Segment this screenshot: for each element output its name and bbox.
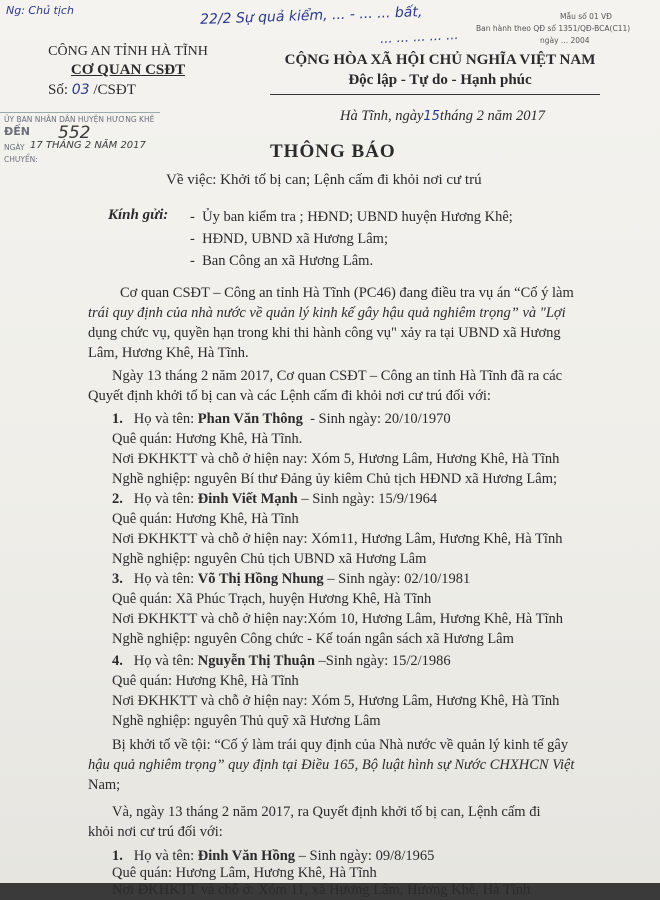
person-2-num: 2.	[112, 491, 123, 507]
handwritten-note-line2: ... ... ... ... ...	[379, 27, 459, 48]
person-4-birth: –Sinh ngày: 15/2/1986	[318, 653, 451, 669]
document-date	[340, 108, 545, 125]
nation-motto: Độc lập - Tự do - Hạnh phúc	[348, 72, 532, 88]
person-4-num: 4.	[112, 653, 123, 669]
received-stamp	[0, 112, 160, 173]
recipient-2-text: HĐND, UBND xã Hương Lâm;	[202, 231, 388, 247]
person-3-name-line	[112, 569, 470, 589]
recipients-label: Kính gửi:	[108, 207, 169, 223]
recipient-3-text: Ban Công an xã Hương Lâm.	[202, 253, 374, 269]
org-line2: CƠ QUAN CSĐT	[70, 62, 186, 78]
document-subject: Về việc: Khởi tố bị can; Lệnh cấm đi khỏi nơi cư trú	[166, 172, 482, 188]
stamp-date-value: 17 THÁNG 2 NĂM 2017	[30, 140, 146, 151]
doc-number	[48, 82, 136, 99]
person-4-hometown: Quê quán: Hương Khê, Hà Tĩnh	[112, 673, 299, 689]
form-code-line3: ngày ... 2004	[540, 36, 590, 45]
person-1-num: 1.	[112, 411, 123, 427]
person-4-name-label: Họ và tên:	[133, 653, 195, 669]
charge-line1	[112, 735, 568, 755]
stamp-date-label: NGÀY	[4, 143, 25, 152]
doc-number-value: 03	[71, 82, 90, 98]
charge-line1-text: Bị khởi tố về tội: “Cố ý làm trái quy định của Nhà nước về quản lý kinh tế gây	[112, 737, 569, 753]
person-3-job: Nghề nghiệp: nguyên Công chức - Kế toán ngân sách xã Hương Lâm	[112, 631, 514, 647]
org-line1: CÔNG AN TỈNH HÀ TĨNH	[48, 44, 208, 59]
person-1-name-label: Họ và tên:	[133, 411, 195, 427]
person-3-hometown: Quê quán: Xã Phúc Trạch, huyện Hương Khê, Hà Tĩnh	[112, 591, 432, 607]
stamp-number: 552	[58, 123, 91, 143]
person-2-job: Nghề nghiệp: nguyên Chủ tịch UBND xã Hương Lâm	[112, 551, 427, 567]
doc-number-suffix: /CSĐT	[93, 82, 136, 98]
date-prefix: Hà Tĩnh, ngày	[340, 108, 424, 124]
recipient-3: - Ban Công an xã Hương Lâm.	[190, 253, 374, 269]
recipient-2: - HĐND, UBND xã Hương Lâm;	[190, 231, 388, 247]
person-5-name: Đinh Văn Hồng	[197, 848, 296, 864]
person-2-name-label: Họ và tên:	[133, 491, 195, 507]
person-3-name-label: Họ và tên:	[133, 571, 195, 587]
person-2-name: Đinh Viết Mạnh	[197, 491, 298, 507]
person-5-num: 1.	[112, 848, 123, 864]
person-3-residence: Nơi ĐKHKTT và chỗ ở hiện nay:Xóm 10, Hương Lâm, Hương Khê, Hà Tĩnh	[112, 611, 563, 627]
handwritten-note-recipient: Ng: Chủ tịch	[6, 4, 74, 17]
para3-line2: khỏi nơi cư trú đối với:	[88, 824, 223, 840]
person-4-residence: Nơi ĐKHKTT và chỗ ở hiện nay: Xóm 5, Hương Lâm, Hương Khê, Hà Tĩnh	[112, 693, 560, 709]
para1-line3: dụng chức vụ, quyền hạn trong khi thi hành công vụ" xảy ra tại UBND xã Hương	[88, 325, 561, 341]
form-code-line1: Mẫu số 01 VĐ	[560, 12, 612, 21]
date-day: 15	[423, 109, 440, 124]
para2-line1: Ngày 13 tháng 2 năm 2017, Cơ quan CSĐT – Công an tỉnh Hà Tĩnh đã ra các	[112, 368, 563, 384]
person-3-birth: – Sinh ngày: 02/10/1981	[327, 571, 471, 587]
person-2-name-line	[112, 489, 437, 509]
person-4-name-line	[112, 651, 451, 671]
nation-title: CỘNG HÒA XÃ HỘI CHỦ NGHĨA VIỆT NAM	[284, 52, 596, 68]
person-5-birth: – Sinh ngày: 09/8/1965	[298, 848, 435, 864]
person-2-residence: Nơi ĐKHKTT và chỗ ở hiện nay: Xóm11, Hương Lâm, Hương Khê, Hà Tĩnh	[112, 531, 563, 547]
charge-line3: Nam;	[88, 777, 121, 793]
person-3-name: Võ Thị Hồng Nhung	[197, 571, 324, 587]
person-1-residence: Nơi ĐKHKTT và chỗ ở hiện nay: Xóm 5, Hương Lâm, Hương Khê, Hà Tĩnh	[112, 451, 560, 467]
person-2-birth: – Sinh ngày: 15/9/1964	[301, 491, 438, 507]
recipient-1: - Ủy ban kiểm tra ; HĐND; UBND huyện Hương Khê;	[190, 209, 513, 225]
date-suffix: tháng 2 năm 2017	[439, 108, 546, 124]
person-4-name: Nguyễn Thị Thuận	[197, 653, 315, 669]
handwritten-note-line1: 22/2 Sự quả kiểm, ... - ... ... bất,	[199, 4, 423, 28]
person-1-hometown: Quê quán: Hương Khê, Hà Tĩnh.	[112, 431, 303, 447]
person-4-job: Nghề nghiệp: nguyên Thủ quỹ xã Hương Lâm	[112, 713, 381, 729]
para3-line1: Và, ngày 13 tháng 2 năm 2017, ra Quyết định khởi tố bị can, Lệnh cấm đi	[112, 804, 541, 820]
motto-underline	[270, 94, 600, 95]
para1-line4: Lâm, Hương Khê, Hà Tĩnh.	[88, 345, 249, 361]
person-1-birth: - Sinh ngày: 20/10/1970	[310, 411, 451, 427]
document-title: THÔNG BÁO	[270, 141, 396, 162]
person-5-name-label: Họ và tên:	[133, 848, 195, 864]
person-1-name: Phan Văn Thông	[197, 411, 303, 427]
person-1-job: Nghề nghiệp: nguyên Bí thư Đảng ủy kiêm Chủ tịch HĐND xã Hương Lâm;	[112, 471, 558, 487]
person-3-num: 3.	[112, 571, 123, 587]
form-code-line2: Ban hành theo QĐ số 1351/QĐ-BCA(C11)	[476, 24, 631, 33]
para1-line1: Cơ quan CSĐT – Công an tỉnh Hà Tĩnh (PC46) đang điều tra vụ án “Cố ý làm	[120, 285, 574, 301]
person-2-hometown: Quê quán: Hương Khê, Hà Tĩnh	[112, 511, 299, 527]
charge-line2: hậu quả nghiêm trọng” quy định tại Điều 165, Bộ luật hình sự Nước CHXHCN Việt	[88, 757, 575, 773]
para2-line2: Quyết định khởi tố bị can và các Lệnh cấm đi khỏi nơi cư trú đối với:	[88, 388, 491, 404]
stamp-chuyen: CHUYỂN:	[4, 155, 38, 164]
recipient-1-text: Ủy ban kiểm tra ; HĐND; UBND huyện Hương Khê;	[202, 209, 513, 225]
person-5-residence: Nơi ĐKHKTT và chỗ ở: Xóm 11, xã Hương Lâm, Hương Khê, Hà Tĩnh	[112, 882, 531, 898]
stamp-den-label: ĐẾN	[4, 125, 30, 138]
person-5-hometown: Quê quán: Hương Lâm, Hương Khê, Hà Tĩnh	[112, 865, 377, 881]
person-1-name-line	[112, 409, 451, 429]
para1-line2: trái quy định của nhà nước về quản lý kinh kế gây hậu quả nghiêm trọng” và "Lợi	[88, 305, 566, 321]
stamp-org: ỦY BAN NHÂN DÂN HUYỆN HƯƠNG KHÊ	[4, 115, 155, 124]
doc-number-prefix: Số:	[48, 82, 69, 98]
